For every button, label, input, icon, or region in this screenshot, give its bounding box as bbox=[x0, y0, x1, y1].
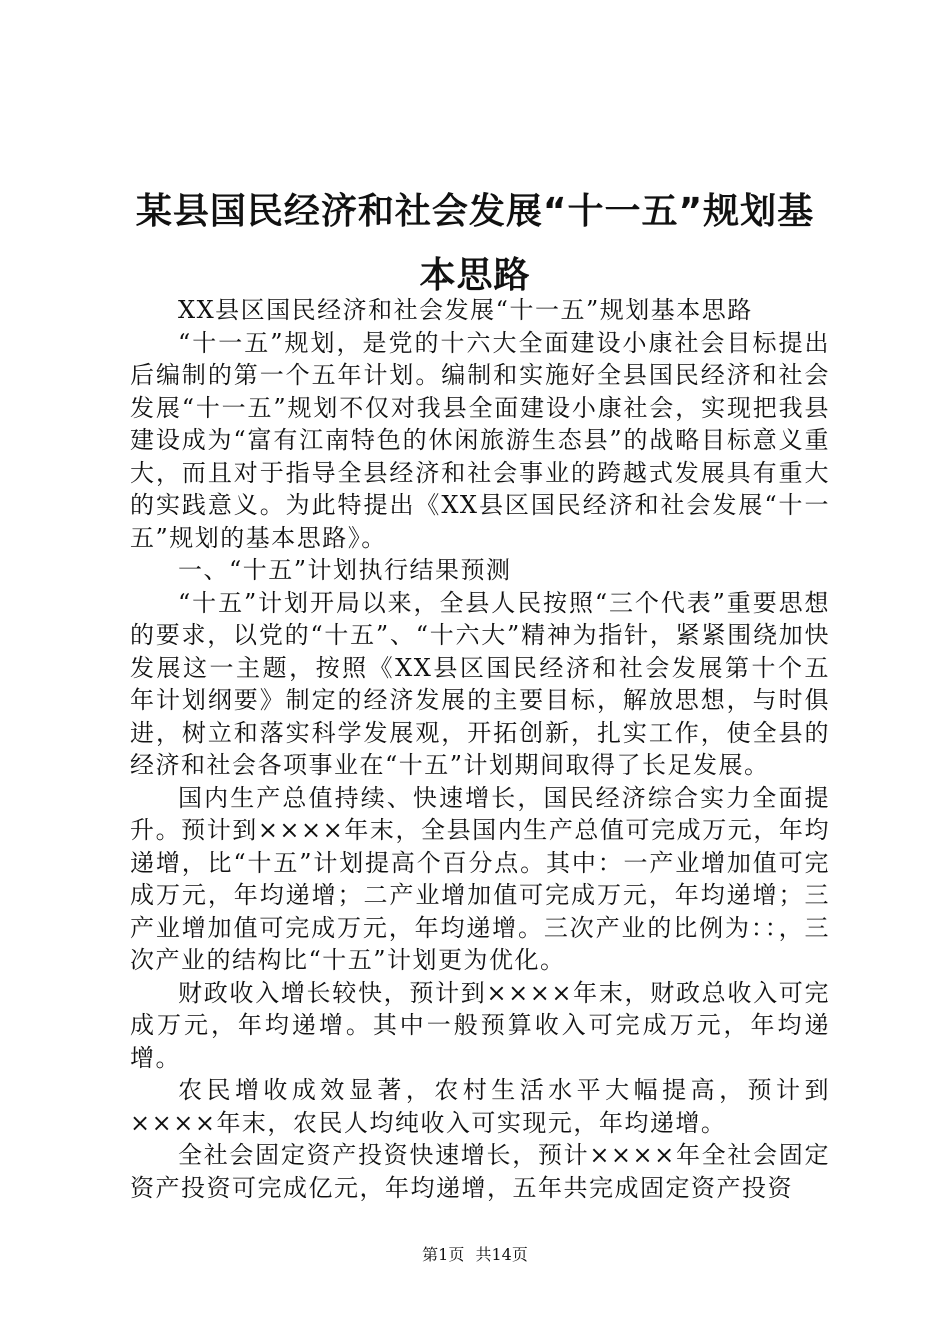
paragraph: XX县区国民经济和社会发展“十一五”规划基本思路 bbox=[178, 296, 753, 324]
document-body bbox=[130, 294, 830, 1204]
page-total: 共14页 bbox=[475, 1245, 528, 1264]
paragraph: 财政收入增长较快，预计到××××年末，财政总收入可完成万元，年均递增。其中一般预算收入可完成万元，年均递增。 bbox=[130, 978, 830, 1072]
paragraph: “十五”计划开局以来，全县人民按照“三个代表”重要思想的要求，以党的“十五”、“十六大”精神为指针，紧紧围绕加快发展这一主题，按照《XX县区国民经济和社会发展第十个五年计划纲要》制定的经济发展的主要目标，解放思想，与时俱进，树立和落实科学发展观，开拓创新，扎实工作，使全县的经济和社会各项事业在“十五”计划期间取得了长足发展。 bbox=[130, 588, 830, 779]
document-title: 某县国民经济和社会发展“十一五”规划基本思路 bbox=[135, 191, 815, 296]
paragraph: 全社会固定资产投资快速增长，预计××××年全社会固定资产投资可完成亿元，年均递增，五年共完成固定资产投资 bbox=[130, 1141, 830, 1202]
paragraph: “十一五”规划，是党的十六大全面建设小康社会目标提出后编制的第一个五年计划。编制和实施好全县国民经济和社会发展“十一五”规划不仅对我县全面建设小康社会，实现把我县建设成为“富有江南特色的休闲旅游生态县”的战略目标意义重大，而且对于指导全县经济和社会事业的跨越式发展具有重大的实践意义。为此特提出《XX县区国民经济和社会发展“十一五”规划的基本思路》。 bbox=[130, 328, 830, 552]
paragraph: 国内生产总值持续、快速增长，国民经济综合实力全面提升。预计到××××年末，全县国内生产总值可完成万元，年均递增，比“十五”计划提高个百分点。其中：一产业增加值可完成万元，年均递增；二产业增加值可完成万元，年均递增；三产业增加值可完成万元，年均递增。三次产业的比例为：：，三次产业的结构比“十五”计划更为优化。 bbox=[130, 783, 830, 974]
section-heading: 一、“十五”计划执行结果预测 bbox=[178, 556, 512, 584]
page-number: 第1页 bbox=[422, 1245, 465, 1264]
paragraph: 农民增收成效显著，农村生活水平大幅提高，预计到××××年末，农民人均纯收入可实现元，年均递增。 bbox=[130, 1076, 830, 1137]
page-footer bbox=[0, 1245, 950, 1265]
